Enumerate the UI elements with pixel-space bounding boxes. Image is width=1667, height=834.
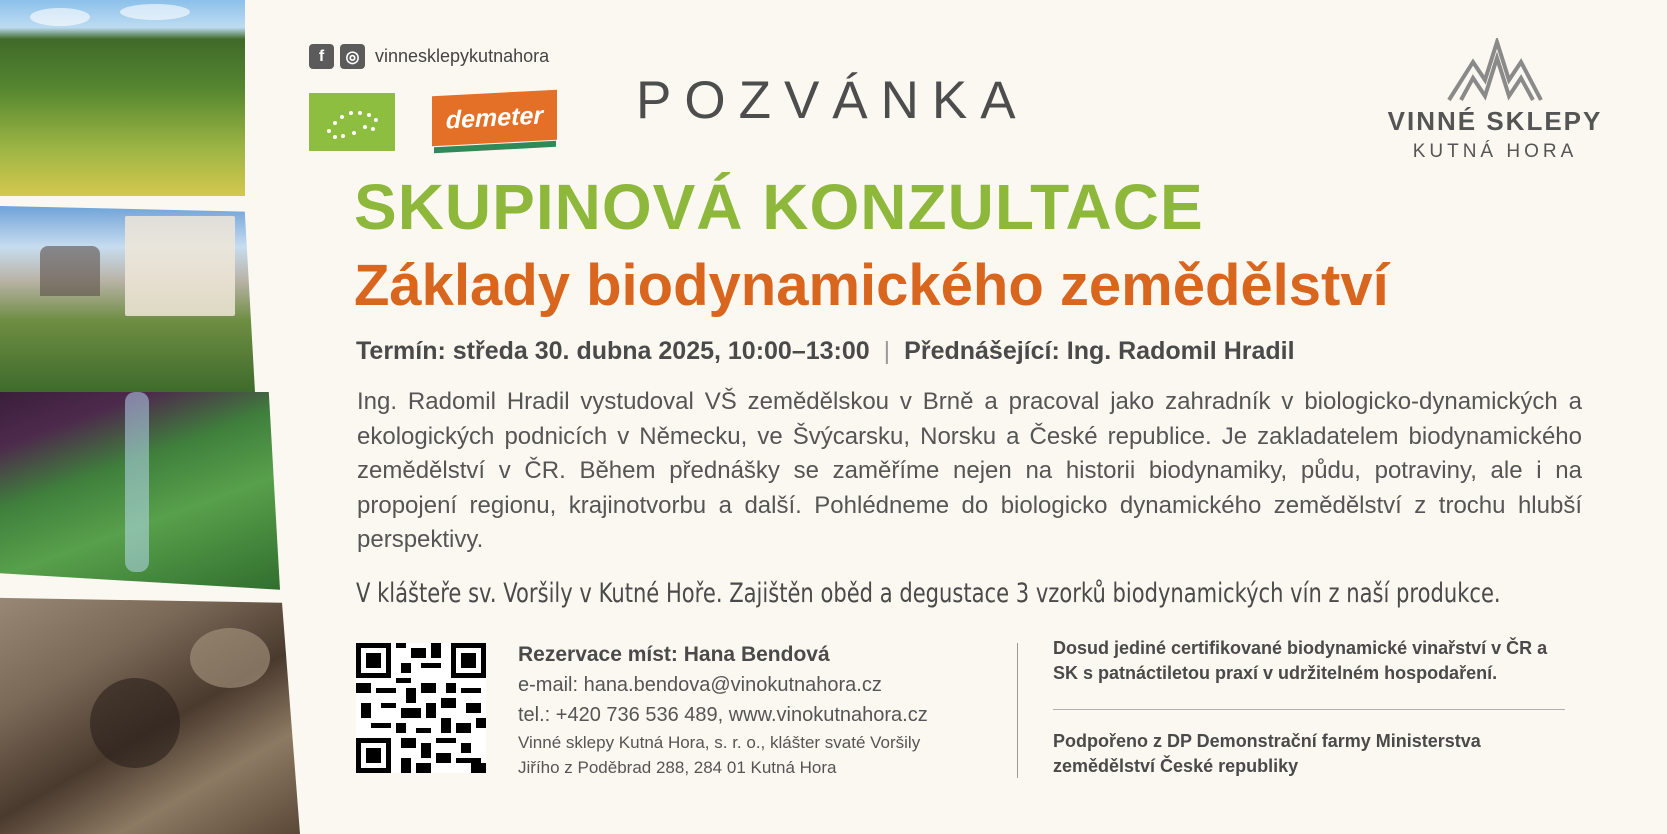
contact-block <box>518 640 928 780</box>
brand-location: KUTNÁ HORA <box>1412 141 1578 162</box>
reservation-title: Rezervace míst: Hana Bendová <box>518 643 830 666</box>
contact-phone[interactable]: tel.: +420 736 536 489, www.vinokutnahora.cz <box>518 704 928 726</box>
event-lecturer: Přednášející: Ing. Radomil Hradil <box>904 337 1295 365</box>
brand-name: VINNÉ SKLEPY <box>1387 106 1603 136</box>
eu-leaf-icon <box>309 93 395 151</box>
divider-vertical <box>1017 643 1018 778</box>
qr-code[interactable] <box>356 643 486 773</box>
social-handle[interactable]: vinnesklepykutnahora <box>375 46 550 66</box>
instagram-icon[interactable]: ◎ <box>340 44 365 69</box>
sub-headline: Základy biodynamického zemědělství <box>354 253 1389 318</box>
certification-note: Dosud jediné certifikované biodynamické vinařství v ČR a SK s patnáctiletou praxí v udržitelném hospodaření. <box>1053 638 1548 683</box>
mountains-icon <box>1445 38 1545 102</box>
facebook-icon[interactable]: f <box>309 44 334 69</box>
event-description: Ing. Radomil Hradil vystudoval VŠ zemědělskou v Brně a pracoval jako zahradník v biologicko-dynamických a ekologických podnicích v Německu, ve Švýcarsku, Norsku a České republice. Je zakladatelem biodynamického zemědělství v ČR. Během přednášky se zaměříme nejen na historii biodynamiky, půdu, potraviny, ale i na propojení regionu, krajinotvorbu a další. Pohlédneme do biologicko dynamického zemědělství z trochu hlubší perspektivy. <box>357 388 1582 553</box>
vineyard-photo <box>0 0 245 196</box>
support-note: Podpořeno z DP Demonstrační farmy Ministerstva zemědělství České republiky <box>1053 731 1481 776</box>
contact-email[interactable]: e-mail: hana.bendova@vinokutnahora.cz <box>518 674 882 696</box>
address-line-1: Vinné sklepy Kutná Hora, s. r. o., klášter svaté Voršily <box>518 733 921 752</box>
main-headline: SKUPINOVÁ KONZULTACE <box>354 171 1204 243</box>
brand-logo <box>1370 38 1620 163</box>
demeter-logo: demeter <box>432 93 557 151</box>
horn-preparation-photo <box>0 588 300 834</box>
social-bar <box>309 44 549 69</box>
cathedral-vineyard-photo <box>0 206 255 392</box>
eu-organic-logo <box>309 93 395 151</box>
photo-strip <box>0 0 300 834</box>
event-details <box>356 337 1295 366</box>
herbs-water-photo <box>0 392 280 598</box>
event-date: Termín: středa 30. dubna 2025, 10:00–13:00 <box>356 337 870 365</box>
divider-horizontal <box>1053 709 1565 710</box>
page-title: POZVÁNKA <box>636 71 1029 130</box>
separator: | <box>883 337 891 365</box>
address-line-2: Jiřího z Poděbrad 288, 284 01 Kutná Hora <box>518 758 837 777</box>
venue-note: V klášteře sv. Voršily v Kutné Hoře. Zajištěn oběd a degustace 3 vzorků biodynamických vín z naší produkce. <box>356 578 1501 609</box>
